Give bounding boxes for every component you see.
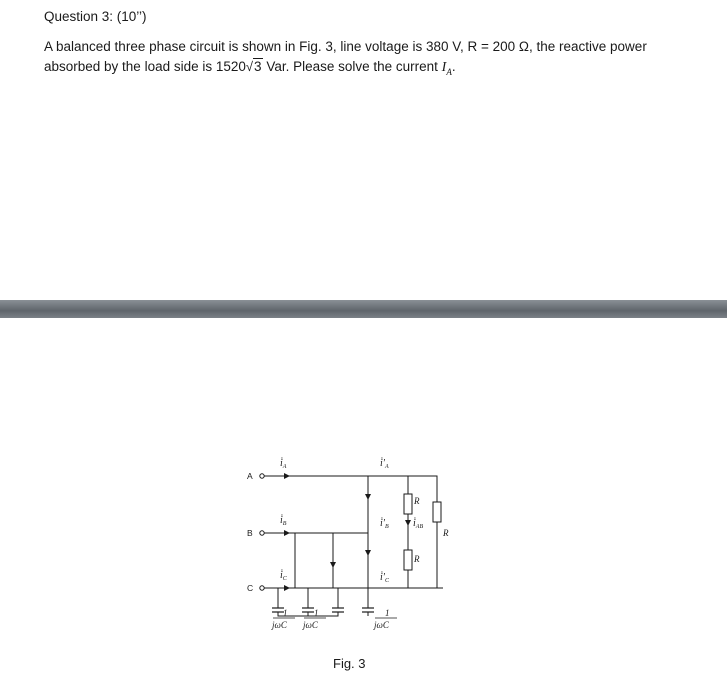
- current-ic-label: $i̇_C$: [280, 570, 287, 582]
- current-symbol: I: [441, 60, 447, 75]
- cap-2-denominator: jωC: [303, 620, 318, 630]
- arrow-ia: [284, 473, 290, 479]
- current-subscript: A: [446, 66, 452, 77]
- terminal-c-node: [260, 586, 264, 590]
- question-text-part2: Var. Please solve the current: [262, 59, 442, 74]
- sqrt-expression: [246, 57, 263, 77]
- arrow-iab: [405, 520, 411, 526]
- current-iab-label: $i̇_{AB}$: [413, 518, 424, 530]
- sqrt-radicand: 3: [254, 59, 262, 74]
- current-variable: [442, 60, 452, 75]
- current-ib-label: $i̇_B$: [280, 515, 287, 527]
- cap-3-denominator: jωC: [374, 620, 389, 630]
- cap-1-denominator: jωC: [272, 620, 287, 630]
- resistor-ca-label: R: [443, 528, 449, 538]
- figure-caption: Fig. 3: [333, 656, 366, 671]
- terminal-b-label: B: [247, 528, 253, 538]
- arrow-ia-prime: [365, 494, 371, 500]
- resistor-bc: [404, 550, 412, 570]
- circuit-diagram: [240, 450, 470, 650]
- terminal-a-node: [260, 474, 264, 478]
- resistor-ab: [404, 494, 412, 514]
- terminal-b-node: [260, 531, 264, 535]
- current-ia-label: $i̇_A$: [280, 458, 287, 470]
- arrow-ib-prime: [365, 550, 371, 556]
- resistor-ab-label: R: [414, 496, 420, 506]
- current-ic-prime-label: $i̇'_C$: [380, 572, 389, 584]
- question-text-end: .: [451, 59, 456, 74]
- question-text: [44, 37, 694, 82]
- arrow-ic: [284, 585, 290, 591]
- arrow-cap-left: [330, 562, 336, 568]
- resistor-ca: [433, 502, 441, 522]
- resistor-bc-label: R: [414, 554, 420, 564]
- current-ib-prime-label: $i̇'_B$: [380, 518, 389, 530]
- cap-1-numerator: 1: [283, 608, 288, 618]
- terminal-a-label: A: [247, 471, 253, 481]
- cap-2-numerator: 1: [314, 608, 319, 618]
- arrow-ib: [284, 530, 290, 536]
- sqrt-icon: √: [245, 59, 254, 74]
- question-title: Question 3: (10’’): [44, 9, 147, 24]
- current-ia-prime-label: $i̇'_A$: [380, 458, 389, 470]
- question-text-part1: A balanced three phase circuit is shown in Fig. 3, line voltage is 380 V, R = 200 Ω, the reactive power absorbed by the load side is 1520: [44, 39, 647, 74]
- section-divider: [0, 300, 727, 318]
- terminal-c-label: C: [247, 583, 254, 593]
- cap-3-numerator: 1: [385, 608, 390, 618]
